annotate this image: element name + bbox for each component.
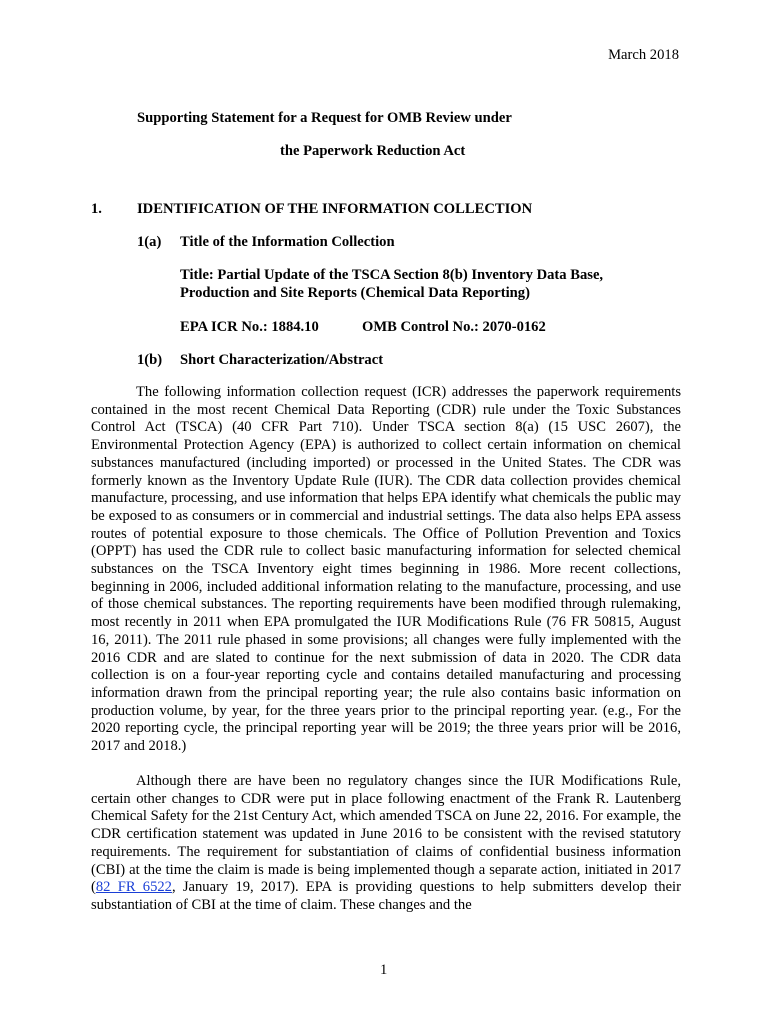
collection-title: Title: Partial Update of the TSCA Section 8(b) Inventory Data Base, Production and Site Reports (Chemical Data Reporting): [180, 267, 604, 301]
document-date: March 2018: [608, 47, 679, 63]
paragraph-2-text-start: Although there are have been no regulatory changes since the IUR Modifications Rule, certain other changes to CDR were put in place following enactment of the Frank R. Lautenberg Chemical Safety for the 21st Century Act, which amended TSCA on June 22, 2016. For example, the CDR certification statement was updated in June 2016 to be consistent with the revised statutory requirements. The requirement for substantiation of claims of confidential business information (CBI) at the time the claim is made is being implemented though a separate action, initiated in 2017 (: [91, 773, 681, 896]
section-number: 1.: [91, 201, 102, 217]
document-title-line-1: Supporting Statement for a Request for OMB Review under: [137, 110, 512, 126]
omb-control-number: OMB Control No.: 2070-0162: [362, 319, 546, 335]
section-heading: IDENTIFICATION OF THE INFORMATION COLLECTION: [137, 201, 533, 217]
subsection-1a-heading: Title of the Information Collection: [180, 234, 395, 250]
page-number: 1: [380, 962, 388, 978]
epa-icr-number: EPA ICR No.: 1884.10: [180, 319, 319, 335]
abstract-paragraph-2: [91, 773, 681, 915]
document-title-line-2: the Paperwork Reduction Act: [280, 143, 466, 159]
subsection-1a-number: 1(a): [137, 234, 162, 250]
paragraph-2-text-end: , January 19, 2017). EPA is providing questions to help submitters develop their substantiation of CBI at the time of claim. These changes and the: [91, 879, 681, 913]
federal-register-link[interactable]: 82 FR 6522: [95, 879, 172, 896]
abstract-paragraph-1: The following information collection request (ICR) addresses the paperwork requirements contained in the most recent Chemical Data Reporting (CDR) rule under the Toxic Substances Control Act (TSCA) (40 CFR Part 710). Under TSCA section 8(a) (15 USC 2607), the Environmental Protection Agency (EPA) is authorized to collect certain information on chemical substances manufactured (including imported) or processed in the United States. The CDR was formerly known as the Inventory Update Rule (IUR). The CDR data collection provides chemical manufacture, processing, and use information that helps EPA identify what chemicals the public may be exposed to as consumers or in commercial and industrial settings. The data also helps EPA assess routes of potential exposure to those chemicals. The Office of Pollution Prevention and Toxics (OPPT) has used the CDR rule to collect basic manufacturing information for selected chemical substances on the TSCA Inventory eight times beginning in 1986. More recent collections, beginning in 2006, included additional information relating to the manufacture, processing, and use of those chemical substances. The reporting requirements have been modified through rulemaking, most recently in 2011 when EPA promulgated the IUR Modifications Rule (76 FR 50815, August 16, 2011). The 2011 rule phased in some provisions; all changes were fully implemented with the 2016 CDR and are slated to continue for the next submission of data in 2020. The CDR data collection is on a four-year reporting cycle and contains detailed manufacturing and processing information drawn from the principal reporting year; the rule also contains basic information on production volume, by year, for the three years prior to the principal reporting year. (e.g., For the 2020 reporting cycle, the principal reporting year will be 2019; the three years prior will be 2016, 2017 and 2018.): [91, 384, 681, 755]
subsection-1b-heading: Short Characterization/Abstract: [180, 352, 384, 368]
subsection-1b-number: 1(b): [137, 352, 163, 368]
